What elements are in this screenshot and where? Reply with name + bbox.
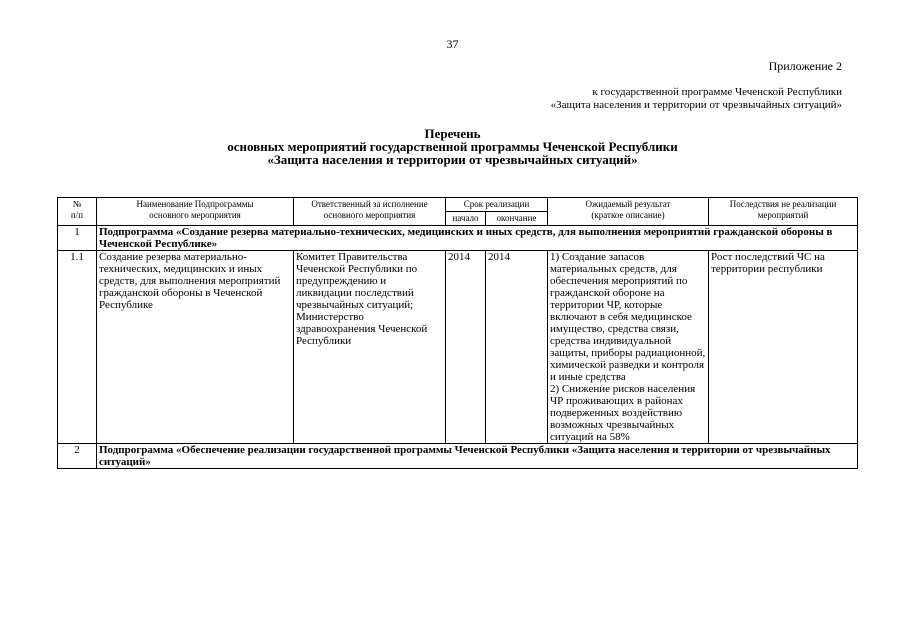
header-responsible: Ответственный за исполнение основного мероприятия <box>294 198 446 226</box>
row-consequences: Рост последствий ЧС на территории республики <box>709 251 858 444</box>
title-line-1: Перечень <box>424 126 481 141</box>
title-line-3: «Защита населения и территории от чрезвычайных ситуаций» <box>267 152 638 167</box>
header-num: № п/п <box>58 198 97 226</box>
subprogram-row-2 <box>58 444 858 469</box>
appendix-header <box>551 60 842 112</box>
subprogram-2-num: 2 <box>58 444 97 469</box>
header-result: Ожидаемый результат (краткое описание) <box>548 198 709 226</box>
appendix-line-1: к государственной программе Чеченской Республики <box>592 86 842 98</box>
row-num: 1.1 <box>58 251 97 444</box>
subprogram-row-1 <box>58 226 858 251</box>
row-result: 1) Создание запасов материальных средств, для обеспечения мероприятий по гражданской обороне на территории ЧР, которые включают в себя медицинское имущество, средства связи, средства индивидуальной защиты, приборы радиационной, химической разведки и контроля и иные средства 2) Снижение рисков населения ЧР проживающих в районах подверженных воздействию возможных чрезвычайных ситуаций на 58% <box>548 251 709 444</box>
subprogram-1-title: Подпрограмма «Создание резерва материально-технических, медицинских и иных средств, для выполнения мероприятий гражданской обороны в Чеченской Республике» <box>97 226 858 251</box>
header-name: Наименование Подпрограммы основного мероприятия <box>97 198 294 226</box>
row-name: Создание резерва материально-технических, медицинских и иных средств, для выполнения мероприятий гражданской обороны в Чеченской Республике <box>97 251 294 444</box>
activities-table <box>57 197 858 469</box>
page-number: 37 <box>446 37 459 51</box>
appendix-title: Приложение 2 <box>768 59 842 73</box>
row-responsible: Комитет Правительства Чеченской Республики по предупреждению и ликвидации последствий чрезвычайных ситуаций; Министерство здравоохранения Чеченской Республики <box>294 251 446 444</box>
header-end: окончание <box>486 212 548 226</box>
subprogram-1-num: 1 <box>58 226 97 251</box>
document-title <box>0 127 905 166</box>
header-start: начало <box>446 212 486 226</box>
header-consequences: Последствия не реализации мероприятий <box>709 198 858 226</box>
table-row <box>58 251 858 444</box>
header-row-1 <box>58 198 858 212</box>
header-period: Срок реализации <box>446 198 548 212</box>
row-end: 2014 <box>486 251 548 444</box>
row-start: 2014 <box>446 251 486 444</box>
subprogram-2-title: Подпрограмма «Обеспечение реализации государственной программы Чеченской Республики «Защита населения и территории от чрезвычайных ситуаций» <box>97 444 858 469</box>
title-line-2: основных мероприятий государственной программы Чеченской Республики <box>227 139 678 154</box>
appendix-line-2: «Защита населения и территории от чрезвычайных ситуаций» <box>550 99 842 111</box>
